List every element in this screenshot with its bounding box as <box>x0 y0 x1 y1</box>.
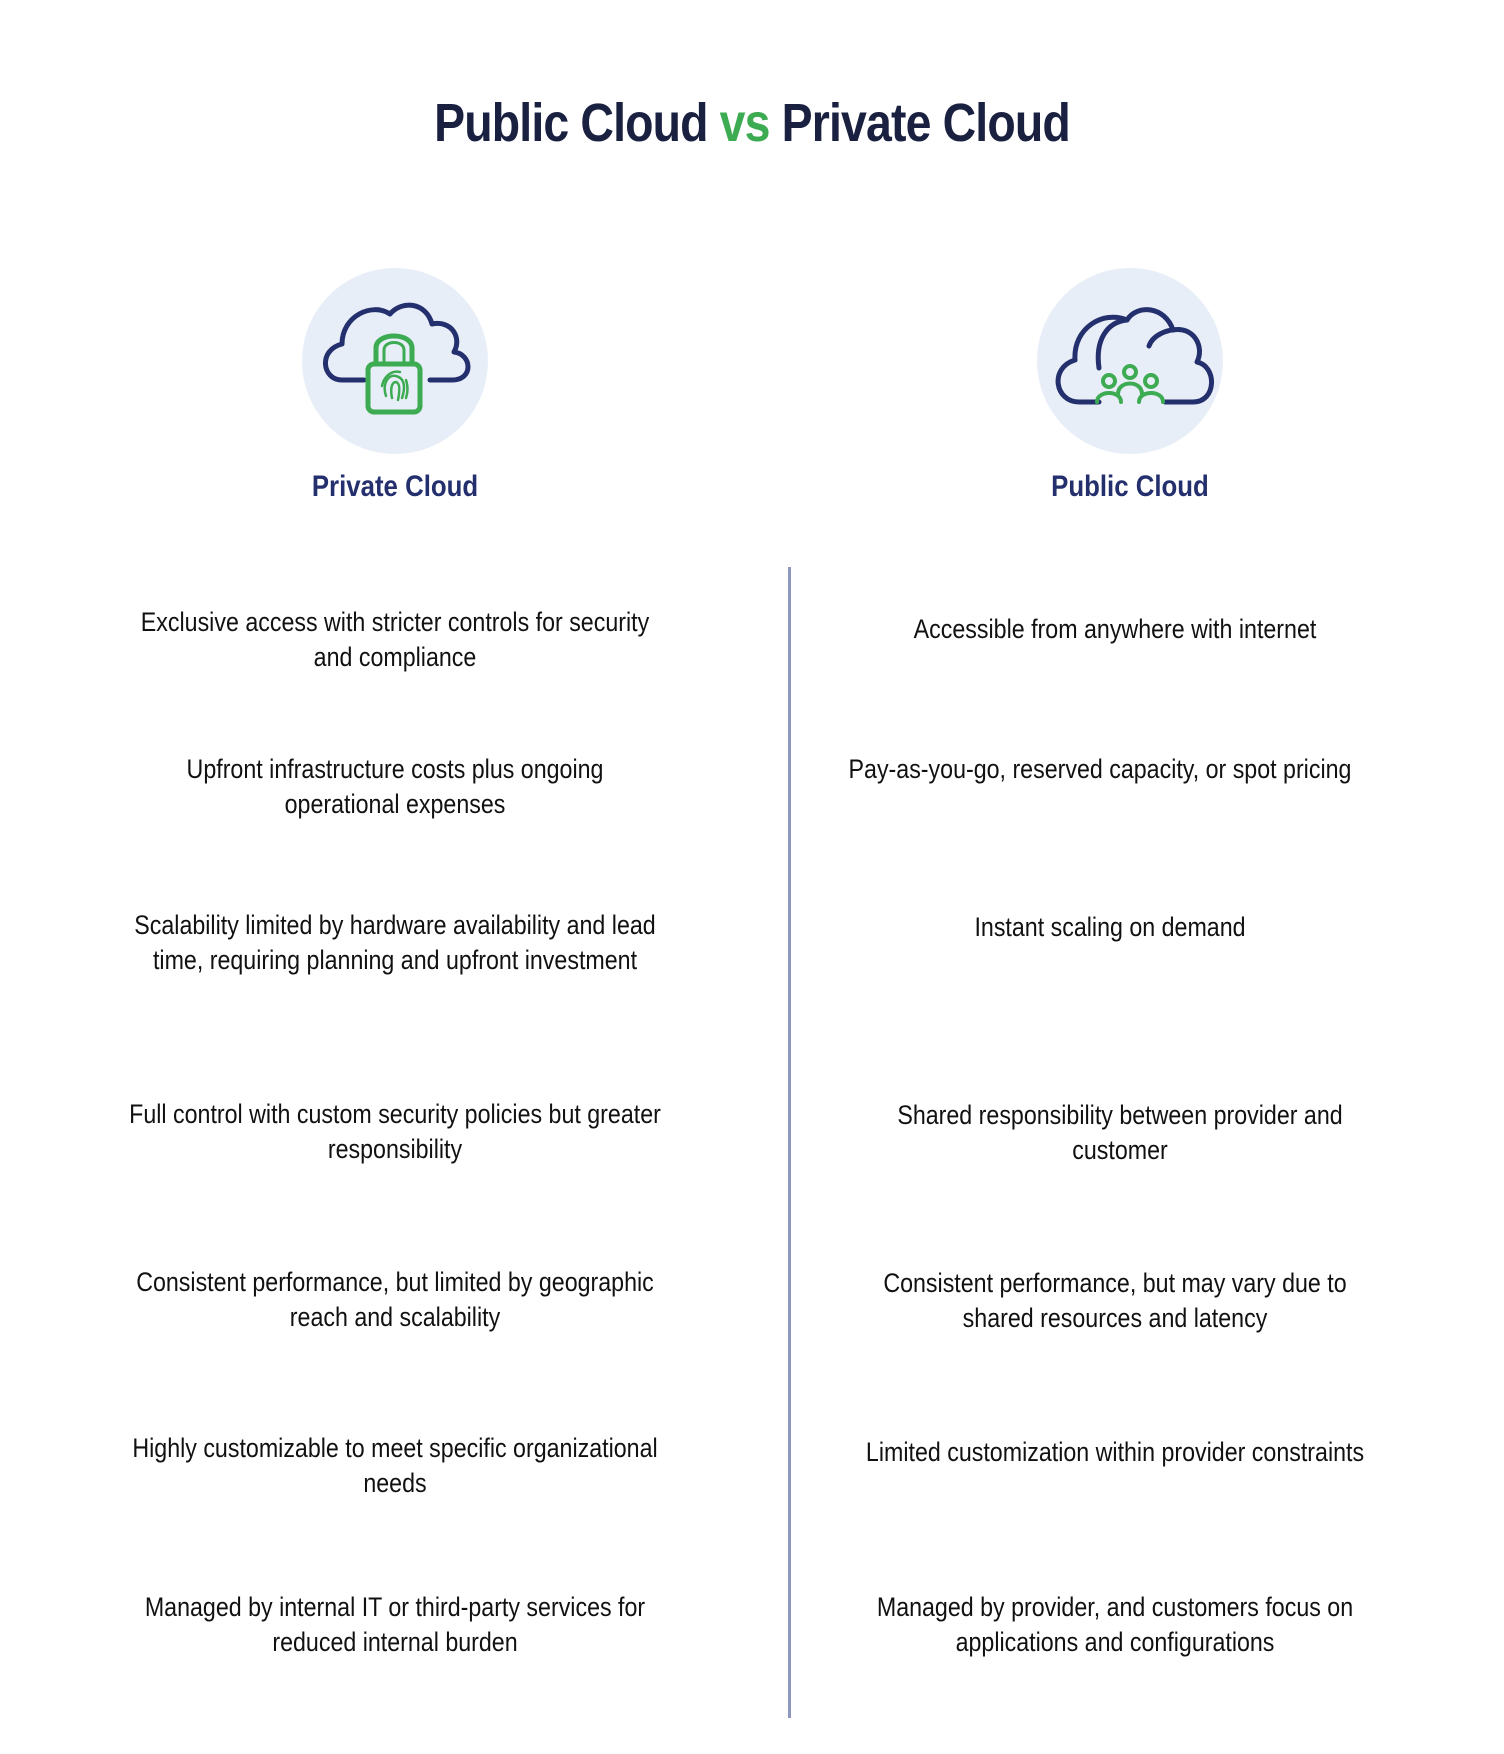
private-item-scalability: Scalability limited by hardware availability and lead time, requiring planning and upfront investment <box>134 910 656 975</box>
title-part-public: Public Cloud <box>434 93 720 153</box>
public-item-cost: Pay-as-you-go, reserved capacity, or spot pricing <box>848 754 1352 784</box>
title-part-private: Private Cloud <box>769 93 1070 153</box>
private-cloud-heading: Private Cloud <box>311 470 479 503</box>
public-cloud-heading: Public Cloud <box>1051 470 1209 503</box>
cloud-lock-fingerprint-icon <box>302 268 488 454</box>
public-cloud-header <box>890 268 1370 504</box>
public-item-management: Managed by provider, and customers focus on applications and configurations <box>876 1592 1354 1657</box>
private-cloud-header <box>155 268 635 504</box>
private-item-management: Managed by internal IT or third-party services for reduced internal burden <box>144 1592 646 1657</box>
public-item-performance: Consistent performance, but may vary due to shared resources and latency <box>883 1268 1347 1333</box>
title-vs: vs <box>719 93 770 153</box>
cloud-users-icon <box>1037 268 1223 454</box>
public-item-customization: Limited customization within provider constraints <box>865 1437 1365 1467</box>
public-item-access: Accessible from anywhere with internet <box>913 614 1317 644</box>
column-divider <box>788 567 791 1718</box>
page-title <box>105 92 1398 154</box>
private-item-security: Full control with custom security policies but greater responsibility <box>129 1099 661 1164</box>
public-item-security: Shared responsibility between provider and customer <box>897 1100 1343 1165</box>
private-item-access: Exclusive access with stricter controls for security and compliance <box>140 607 650 672</box>
private-item-performance: Consistent performance, but limited by geographic reach and scalability <box>136 1267 654 1332</box>
public-item-scalability: Instant scaling on demand <box>974 912 1246 942</box>
private-item-cost: Upfront infrastructure costs plus ongoing operational expenses <box>186 754 604 819</box>
private-item-customization: Highly customizable to meet specific organizational needs <box>132 1433 658 1498</box>
